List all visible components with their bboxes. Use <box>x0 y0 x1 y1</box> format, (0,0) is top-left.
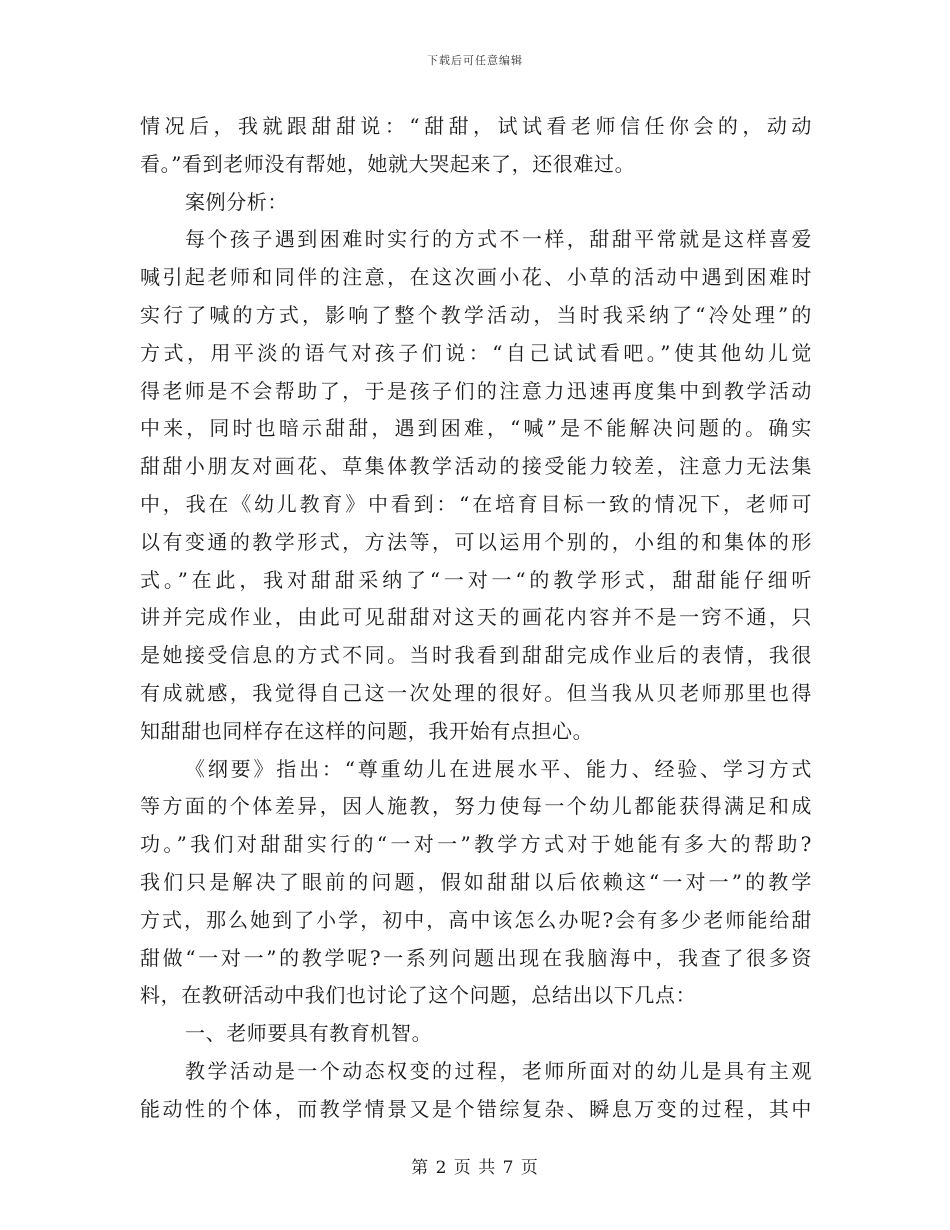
text-line: 我们只是解决了眼前的问题，假如甜甜以后依赖这“一对一”的教学 <box>140 869 812 894</box>
text-line: 中来，同时也暗示甜甜，遇到困难，“喊”是不能解决问题的。确实 <box>140 416 812 441</box>
paragraph-start-line: 《纲要》指出：“尊重幼儿在进展水平、能力、经验、学习方式 <box>185 756 812 781</box>
text-line: 能动性的个体，而教学情景又是个错综复杂、瞬息万变的过程，其中 <box>140 1096 812 1121</box>
text-line: 式。”在此，我对甜甜采纳了“一对一“的教学形式，甜甜能仔细听 <box>140 567 812 592</box>
text-line: 实行了喊的方式，影响了整个教学活动，当时我采纳了“冷处理”的 <box>140 302 812 327</box>
text-line: 功。”我们对甜甜实行的“一对一”教学方式对于她能有多大的帮助? <box>140 832 812 857</box>
text-line: 得老师是不会帮助了，于是孩子们的注意力迅速再度集中到教学活动 <box>140 378 812 403</box>
text-line: 情况后，我就跟甜甜说：“甜甜，试试看老师信任你会的，动动 <box>140 114 812 138</box>
page-footer: 第 2 页 共 7 页 <box>411 1158 539 1178</box>
text-line: 甜做“一对一”的教学呢?一系列问题出现在我脑海中，我查了很多资 <box>140 945 812 970</box>
text-line: 讲并完成作业，由此可见甜甜对这天的画花内容并不是一窍不通，只 <box>140 605 812 630</box>
paragraph-start-line: 教学活动是一个动态权变的过程，老师所面对的幼儿是具有主观 <box>185 1058 812 1083</box>
page-header: 下载后可任意编辑 <box>427 54 523 67</box>
text-line: 方式，那么她到了小学，初中，高中该怎么办呢?会有多少老师能给甜 <box>140 907 812 932</box>
text-line: 是她接受信息的方式不同。当时我看到甜甜完成作业后的表情，我很 <box>140 643 812 668</box>
text-line: 喊引起老师和同伴的注意，在这次画小花、小草的活动中遇到困难时 <box>140 265 812 290</box>
text-line: 等方面的个体差异，因人施教，努力使每一个幼儿都能获得满足和成 <box>140 794 812 819</box>
section-heading: 案例分析： <box>185 189 288 214</box>
text-line: 以有变通的教学形式，方法等，可以运用个别的，小组的和集体的形 <box>140 529 812 554</box>
text-line: 料，在教研活动中我们也讨论了这个问题，总结出以下几点： <box>140 983 697 1008</box>
text-line: 知甜甜也同样存在这样的问题，我开始有点担心。 <box>140 718 594 743</box>
text-line: 甜甜小朋友对画花、草集体教学活动的接受能力较差，注意力无法集 <box>140 454 812 479</box>
section-heading: 一、老师要具有教育机智。 <box>185 1021 433 1046</box>
text-line: 看。”看到老师没有帮她，她就大哭起来了，还很难过。 <box>140 151 636 176</box>
text-line: 方式，用平淡的语气对孩子们说：“自己试试看吧。”使其他幼儿觉 <box>140 340 812 365</box>
document-body <box>140 108 812 1129</box>
paragraph-start-line: 每个孩子遇到困难时实行的方式不一样，甜甜平常就是这样喜爱 <box>185 227 812 252</box>
text-line: 中，我在《幼儿教育》中看到：“在培育目标一致的情况下，老师可 <box>140 491 812 516</box>
text-line: 有成就感，我觉得自己这一次处理的很好。但当我从贝老师那里也得 <box>140 680 812 705</box>
